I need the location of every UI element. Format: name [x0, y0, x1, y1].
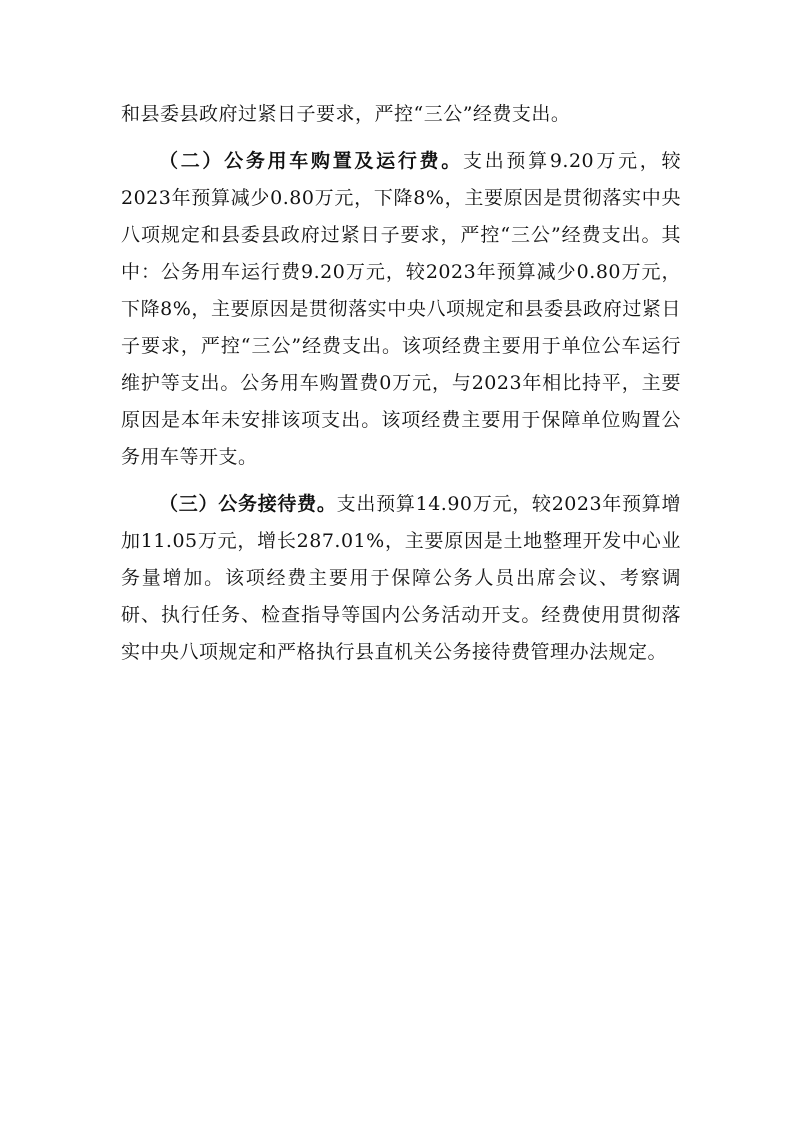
section-heading-vehicle: （二）公务用车购置及运行费。: [159, 150, 463, 172]
section-heading-reception: （三）公务接待费。: [159, 493, 337, 515]
paragraph-body-text: 和县委县政府过紧日子要求，严控“三公”经费支出。: [121, 103, 571, 125]
paragraph-body-text: 支出预算14.90万元，较2023年预算增加11.05万元，增长287.01%，主要原因是土地整理开发中心业务量增加。该项经费主要用于保障公务人员出席会议、考察调研、执行任务、检查指导等国内公务活动开支。经费使用贯彻落实中央八项规定和严格执行县直机关公务接待费管理办法规定。: [121, 493, 681, 663]
paragraph-continuation: [121, 96, 681, 133]
paragraph-body-text: 支出预算9.20万元，较2023年预算减少0.80万元，下降8%，主要原因是贯彻落实中央八项规定和县委县政府过紧日子要求，严控“三公”经费支出。其中：公务用车运行费9.20万元，较2023年预算减少0.80万元，下降8%，主要原因是贯彻落实中央八项规定和县委县政府过紧日子要求，严控“三公”经费支出。该项经费主要用于单位公车运行维护等支出。公务用车购置费0万元，与2023年相比持平，主要原因是本年未安排该项支出。该项经费主要用于保障单位购置公务用车等开支。: [121, 150, 681, 468]
paragraph-vehicle-expenses: [121, 143, 681, 476]
paragraph-reception-expenses: [121, 486, 681, 671]
document-body: [121, 96, 681, 671]
